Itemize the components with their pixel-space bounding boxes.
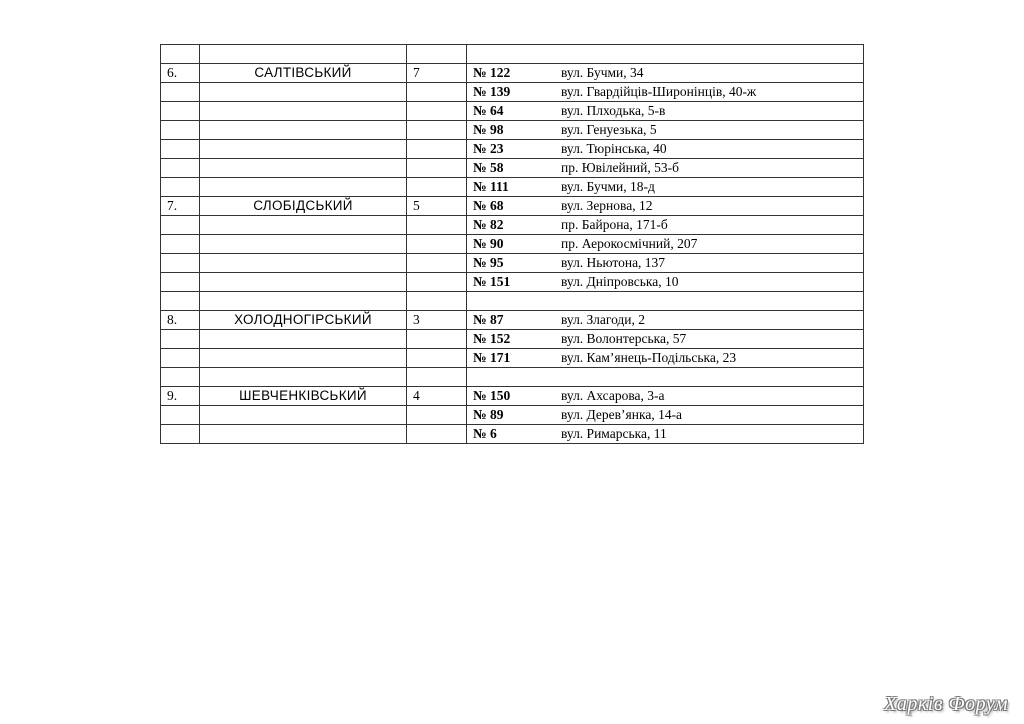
schools-table — [160, 44, 864, 444]
row-number-cell — [161, 273, 200, 292]
school-count-cell — [407, 425, 467, 444]
school-count-cell — [407, 235, 467, 254]
district-name-cell: САЛТІВСЬКИЙ — [200, 64, 407, 83]
school-address: вул. Дерев’янка, 14-а — [561, 407, 683, 422]
row-number-cell: 9. — [161, 387, 200, 406]
district-name-cell — [200, 45, 407, 64]
school-count-cell — [407, 330, 467, 349]
school-number: № 87 — [473, 312, 504, 327]
school-count-cell: 3 — [407, 311, 467, 330]
school-address: пр. Ювілейний, 53-б — [561, 160, 679, 175]
school-cell — [467, 368, 864, 387]
school-cell — [467, 387, 864, 406]
table-row — [161, 178, 864, 197]
school-address: пр. Аерокосмічний, 207 — [561, 236, 698, 251]
school-number: № 64 — [473, 103, 504, 118]
school-number: № 150 — [473, 388, 511, 403]
district-name-cell: СЛОБІДСЬКИЙ — [200, 197, 407, 216]
school-count-cell — [407, 45, 467, 64]
school-number: № 89 — [473, 407, 504, 422]
table-row — [161, 64, 864, 83]
school-address: вул. Злагоди, 2 — [561, 312, 646, 327]
school-cell — [467, 45, 864, 64]
row-number-cell: 8. — [161, 311, 200, 330]
school-cell — [467, 178, 864, 197]
school-count-cell — [407, 140, 467, 159]
row-number-cell — [161, 121, 200, 140]
district-name-cell — [200, 102, 407, 121]
table-row — [161, 349, 864, 368]
school-count-cell — [407, 368, 467, 387]
school-number: № 6 — [473, 426, 497, 441]
row-number-cell — [161, 330, 200, 349]
table-row — [161, 254, 864, 273]
district-name-cell — [200, 406, 407, 425]
school-number: № 151 — [473, 274, 511, 289]
row-number-cell — [161, 368, 200, 387]
school-cell — [467, 159, 864, 178]
row-number-cell — [161, 216, 200, 235]
school-address: вул. Дніпровська, 10 — [561, 274, 679, 289]
district-name-cell — [200, 216, 407, 235]
table-row — [161, 45, 864, 64]
school-cell — [467, 349, 864, 368]
table-row — [161, 425, 864, 444]
school-address: вул. Зернова, 12 — [561, 198, 653, 213]
district-name-cell — [200, 121, 407, 140]
row-number-cell — [161, 406, 200, 425]
school-number: № 152 — [473, 331, 511, 346]
row-number-cell — [161, 102, 200, 121]
table-row — [161, 102, 864, 121]
school-address: вул. Гвардійців-Широнінців, 40-ж — [561, 84, 757, 99]
district-name-cell: ШЕВЧЕНКІВСЬКИЙ — [200, 387, 407, 406]
row-number-cell: 6. — [161, 64, 200, 83]
table-row — [161, 387, 864, 406]
school-cell — [467, 311, 864, 330]
table-row — [161, 368, 864, 387]
school-cell — [467, 330, 864, 349]
school-cell — [467, 406, 864, 425]
school-count-cell: 7 — [407, 64, 467, 83]
row-number-cell — [161, 140, 200, 159]
district-name-cell — [200, 254, 407, 273]
school-address: вул. Ахсарова, 3-а — [561, 388, 665, 403]
district-name-cell — [200, 235, 407, 254]
school-cell — [467, 216, 864, 235]
school-cell — [467, 140, 864, 159]
district-name-cell — [200, 178, 407, 197]
school-address: пр. Байрона, 171-б — [561, 217, 668, 232]
school-number: № 139 — [473, 84, 511, 99]
school-address: вул. Генуезька, 5 — [561, 122, 657, 137]
school-cell — [467, 121, 864, 140]
row-number-cell — [161, 349, 200, 368]
school-cell — [467, 254, 864, 273]
school-number: № 111 — [473, 179, 509, 194]
row-number-cell — [161, 235, 200, 254]
school-count-cell — [407, 178, 467, 197]
school-count-cell — [407, 273, 467, 292]
school-address: вул. Бучми, 34 — [561, 65, 644, 80]
school-count-cell: 5 — [407, 197, 467, 216]
row-number-cell — [161, 425, 200, 444]
district-name-cell — [200, 292, 407, 311]
table-row — [161, 159, 864, 178]
school-count-cell — [407, 83, 467, 102]
school-number: № 82 — [473, 217, 504, 232]
row-number-cell — [161, 45, 200, 64]
table-row — [161, 216, 864, 235]
school-number: № 23 — [473, 141, 504, 156]
school-number: № 171 — [473, 350, 511, 365]
school-number: № 98 — [473, 122, 504, 137]
row-number-cell — [161, 292, 200, 311]
row-number-cell — [161, 254, 200, 273]
school-number: № 95 — [473, 255, 504, 270]
table-row — [161, 311, 864, 330]
district-name-cell — [200, 425, 407, 444]
table-row — [161, 330, 864, 349]
school-address: вул. Кам’янець-Подільська, 23 — [561, 350, 737, 365]
school-count-cell — [407, 406, 467, 425]
school-cell — [467, 235, 864, 254]
school-cell — [467, 64, 864, 83]
school-count-cell — [407, 292, 467, 311]
row-number-cell — [161, 178, 200, 197]
district-name-cell — [200, 140, 407, 159]
table-row — [161, 121, 864, 140]
table-row — [161, 292, 864, 311]
school-address: вул. Тюрінська, 40 — [561, 141, 667, 156]
district-name-cell — [200, 368, 407, 387]
row-number-cell — [161, 159, 200, 178]
district-name-cell: ХОЛОДНОГІРСЬКИЙ — [200, 311, 407, 330]
district-name-cell — [200, 330, 407, 349]
school-address: вул. Римарська, 11 — [561, 426, 667, 441]
school-cell — [467, 425, 864, 444]
school-address: вул. Волонтерська, 57 — [561, 331, 687, 346]
watermark-logo: Харків Форум — [884, 693, 1008, 715]
school-number: № 58 — [473, 160, 504, 175]
table-row — [161, 197, 864, 216]
school-count-cell — [407, 349, 467, 368]
district-name-cell — [200, 159, 407, 178]
school-cell — [467, 292, 864, 311]
district-name-cell — [200, 273, 407, 292]
school-number: № 90 — [473, 236, 504, 251]
school-address: вул. Бучми, 18-д — [561, 179, 655, 194]
school-address: вул. Ньютона, 137 — [561, 255, 666, 270]
school-count-cell — [407, 121, 467, 140]
school-count-cell — [407, 216, 467, 235]
table-row — [161, 140, 864, 159]
school-cell — [467, 83, 864, 102]
school-count-cell — [407, 254, 467, 273]
school-cell — [467, 273, 864, 292]
school-address: вул. Плходька, 5-в — [561, 103, 666, 118]
table-row — [161, 235, 864, 254]
row-number-cell — [161, 83, 200, 102]
district-name-cell — [200, 349, 407, 368]
school-number: № 122 — [473, 65, 511, 80]
table-row — [161, 406, 864, 425]
school-count-cell: 4 — [407, 387, 467, 406]
school-cell — [467, 102, 864, 121]
table-row — [161, 273, 864, 292]
school-number: № 68 — [473, 198, 504, 213]
row-number-cell: 7. — [161, 197, 200, 216]
school-count-cell — [407, 102, 467, 121]
school-count-cell — [407, 159, 467, 178]
district-name-cell — [200, 83, 407, 102]
school-cell — [467, 197, 864, 216]
table-row — [161, 83, 864, 102]
schools-table-body — [161, 45, 864, 444]
